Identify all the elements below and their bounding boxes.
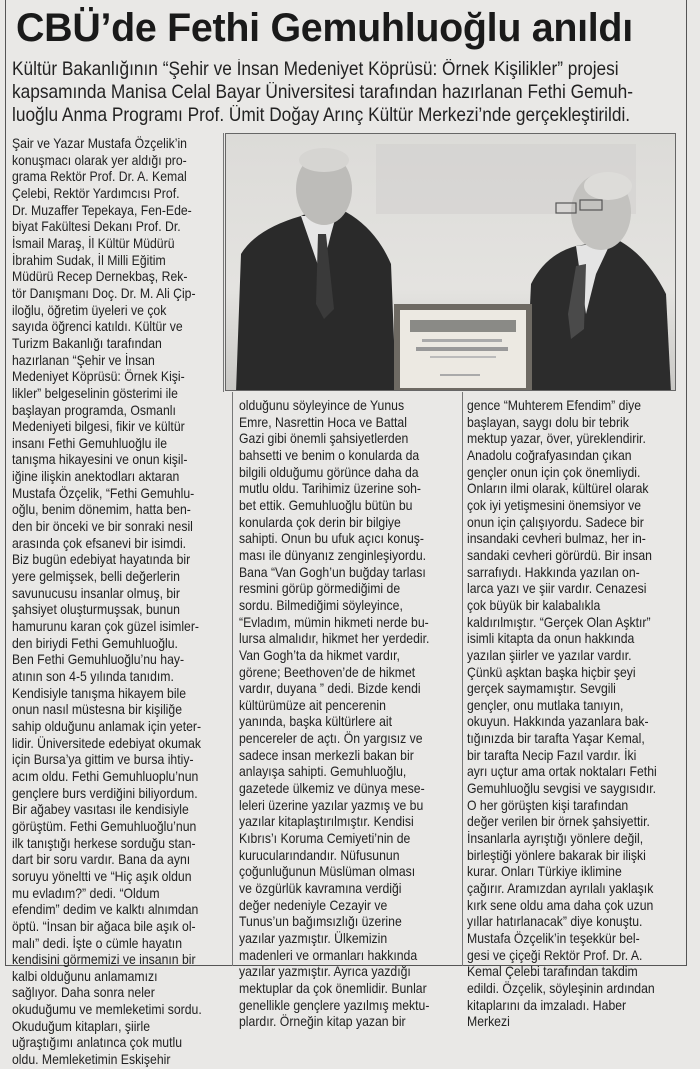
article-column-3 bbox=[467, 398, 689, 1031]
column-line: Müdürü Recep Dernekbaş, Rek- bbox=[12, 269, 188, 285]
column-line: anlayışa sahipti. Gemuhluoğlu, bbox=[239, 764, 407, 780]
column-line: malı” dedi. İşte o cümle hayatın bbox=[12, 935, 183, 951]
column-rule bbox=[462, 392, 463, 966]
column-line: yazılar kitaplaştırılmıştır. Kendisi bbox=[239, 814, 414, 830]
column-line: uğraştığımı anlatınca çok mutlu bbox=[12, 1035, 183, 1051]
column-line: ve özgürlük kavramına verdiği bbox=[239, 881, 402, 897]
column-rule bbox=[232, 392, 233, 966]
column-line: Bana “Van Gogh’un buğday tarlası bbox=[239, 564, 426, 580]
column-line: gesi ve çiçeği Rektör Prof. Dr. A. bbox=[467, 947, 643, 963]
headline: CBÜ’de Fethi Gemuhluoğlu anıldı bbox=[16, 6, 633, 50]
column-line: gence “Muhterem Efendim” diye bbox=[467, 398, 642, 413]
column-line: çağırır. Aramızdan ayrılalı yaklaşık bbox=[467, 881, 654, 897]
column-line: iğine ilişkin anektodları aktaran bbox=[12, 469, 180, 485]
column-line: konuşmacı olarak yer aldığı pro- bbox=[12, 152, 187, 168]
column-line: çok iyi yetişmesini önemsiyor ve bbox=[467, 497, 642, 513]
column-line: Dr. Muzaffer Tepekaya, Fen-Ede- bbox=[12, 202, 192, 218]
column-line: kalbi olduğunu anlamamızı bbox=[12, 968, 158, 984]
column-line: yazılan şiirler ve yazılar vardır. bbox=[467, 647, 632, 663]
column-line: efendim” dedim ve kalktı alnımdan bbox=[12, 902, 199, 918]
column-line: ayrı uçtur ama ortak noktaları Fethi bbox=[467, 764, 657, 780]
column-line: kendisini görmemizi ve insanın bir bbox=[12, 952, 196, 968]
column-line: leleri üzerine yazılar yazmış ve bu bbox=[239, 797, 424, 813]
column-line: iloğlu, öğretim üyeleri ve çok bbox=[12, 302, 167, 318]
column-line: gençler onun için çok önemliydi. bbox=[467, 464, 641, 480]
column-line: O her görüşten kişi tarafından bbox=[467, 797, 629, 813]
article-photo bbox=[225, 133, 676, 391]
column-line: Onların ilmi olarak, kültürel olarak bbox=[467, 481, 649, 497]
column-line: kurar. Onları Türkiye iklimine bbox=[467, 864, 622, 880]
column-line: öptü. “İnsan bir ağaca bile aşık ol- bbox=[12, 918, 196, 934]
column-line: başlayan programda, Osmanlı bbox=[12, 402, 176, 418]
column-line: mutlu oldu. Tarihimiz üzerine soh- bbox=[239, 481, 422, 497]
column-line: genellikle gençlere yazılmış mektu- bbox=[239, 997, 430, 1013]
column-line: konularda çok derin bir bilgiye bbox=[239, 514, 401, 530]
column-line: yazılar yazmıştır. Ayrıca yazdığı bbox=[239, 964, 411, 980]
column-line: tanışma hikayesini ve onun kişil- bbox=[12, 452, 188, 468]
article-column-1 bbox=[12, 136, 224, 1069]
column-line: Van Gogh’ta da hikmet vardır, bbox=[239, 647, 400, 663]
column-line: Mustafa Özçelik, “Fethi Gemuhlu- bbox=[12, 485, 195, 501]
column-line: Kemal Çelebi tarafından takdim bbox=[467, 964, 638, 980]
column-line: Gazi gibi önemli şahsiyetlerden bbox=[239, 431, 409, 447]
lead-paragraph bbox=[12, 58, 692, 127]
column-line: görene; Beethoven’de de hikmet bbox=[239, 664, 416, 680]
column-line: bet ettik. Gemuhluoğlu bütün bu bbox=[239, 497, 413, 513]
column-line: insandaki cevheri bulmaz, her in- bbox=[467, 531, 646, 547]
column-line: bahsetti ve benim o konularda da bbox=[239, 447, 420, 463]
column-line: edildi. Özçelik, söyleşinin ardından bbox=[467, 980, 655, 996]
column-line: çoğunluğunun Müslüman olması bbox=[239, 864, 416, 880]
column-line: için Bursa’ya gittim ve bursa ihtiy- bbox=[12, 752, 194, 768]
column-line: sadece insan merkezli bakan bir bbox=[239, 747, 414, 763]
article-column-2 bbox=[239, 398, 461, 1031]
column-line: hazırlanan “Şehir ve İnsan bbox=[12, 352, 155, 368]
column-line: kaldırılmıştır. “Gerçek Olan Aşktır” bbox=[467, 614, 651, 630]
column-line: mektuplar da çok önemlidir. Bunlar bbox=[239, 980, 427, 996]
column-line: Kıbrıs’ı Koruma Cemiyeti’nin de bbox=[239, 831, 411, 847]
column-line: grama Rektör Prof. Dr. A. Kemal bbox=[12, 169, 187, 185]
column-line: değer verilen bir örnek şahsiyettir. bbox=[467, 814, 650, 830]
photo-ceremony-icon bbox=[226, 134, 676, 391]
column-line: İsmail Maraş, İl Kültür Müdürü bbox=[12, 235, 175, 251]
column-line: kırk sene oldu ama daha çok uzun bbox=[467, 897, 654, 913]
column-line: sahip olduğunu anlamak için yeter- bbox=[12, 718, 202, 734]
column-line: den bir önceki ve bir sonraki nesil bbox=[12, 519, 193, 535]
column-line: Okuduğum kitapları, şiirle bbox=[12, 1018, 151, 1034]
column-line: likler” belgeselinin gösterimi ile bbox=[12, 385, 178, 401]
column-line: lursa almalıdır, hikmet her yerdedir. bbox=[239, 631, 430, 647]
column-line: kültürümüze ait pencerenin bbox=[239, 697, 386, 713]
column-line: onun nasıl müstesna bir kişiliğe bbox=[12, 702, 183, 718]
column-line: Çelebi, Rektör Yardımcısı Prof. bbox=[12, 185, 180, 201]
column-line: dart bir soru vardır. Bana da aynı bbox=[12, 852, 191, 868]
column-line: yanında, başka kültürlere ait bbox=[239, 714, 393, 730]
column-line: atının son 4-5 yılında tanıdım. bbox=[12, 669, 174, 684]
column-line: acım oldu. Fethi Gemuhluoplu’nun bbox=[12, 768, 199, 784]
column-line: Bir ağabey vasıtası ile kendisiyle bbox=[12, 802, 189, 818]
column-line: gazetede ülkemiz ve dünya mese- bbox=[239, 781, 425, 797]
column-line: birleştiği yönlere bakarak bir ilişki bbox=[467, 847, 646, 863]
column-line: pencereler de açtı. Ön yargısız ve bbox=[239, 731, 423, 747]
column-line: madenleri ve ormanları hakkında bbox=[239, 947, 418, 963]
column-line: yıllar hatırlanacak” diye konuştu. bbox=[467, 914, 643, 930]
column-line: gençlere burs verdiğini biliyordum. bbox=[12, 785, 198, 801]
column-line: Şair ve Yazar Mustafa Özçelik’in bbox=[12, 136, 187, 151]
column-line: Biz bugün edebiyat hayatında bir bbox=[12, 552, 191, 568]
column-line: Kendisiyle tanışma hikayem bile bbox=[12, 685, 187, 701]
column-line: resmini görüp görmediğimi de bbox=[239, 581, 401, 597]
column-line: Mustafa Özçelik’in teşekkür bel- bbox=[467, 931, 640, 946]
column-line: İnsanlarla ayrıştığı yönlere değil, bbox=[467, 831, 644, 847]
column-line: insanı Fethi Gemuhluoğlu ile bbox=[12, 435, 168, 451]
column-line: “Evladım, mümin hikmeti nerde bu- bbox=[239, 614, 429, 630]
column-line: mu evladım?” dedi. “Oldum bbox=[12, 885, 160, 901]
lead-line: luoğlu Anma Programı Prof. Ümit Doğay Arınç Kültür Merkezi’nde gerçekleştirildi. bbox=[12, 105, 631, 126]
column-line: ilk tanıştığı herkese sorduğu stan- bbox=[12, 835, 196, 851]
column-line: İbrahim Sudak, İl Milli Eğitim bbox=[12, 252, 166, 268]
column-line: bir tarafta Necip Fazıl vardır. İki bbox=[467, 747, 637, 763]
column-line: başlayan, saygı dolu bir tebrik bbox=[467, 414, 629, 430]
column-line: mektup yazar, över, yüreklendirir. bbox=[467, 431, 646, 447]
column-line: sağlıyor. Daha sonra neler bbox=[12, 985, 155, 1001]
column-line: vardır, duyana ” dedi. Bizde kendi bbox=[239, 681, 421, 697]
column-line: savunucusu insanlar olmuş, bir bbox=[12, 585, 180, 601]
column-line: ması ile dünyanız zenginleşiyordu. bbox=[239, 547, 427, 563]
column-line: Gemuhluoğlu sevgisi ve saygısıdır. bbox=[467, 781, 657, 797]
column-line: sayıda öğrenci katıldı. Kültür ve bbox=[12, 319, 183, 335]
column-line: arasında çok efsanevi bir isimdi. bbox=[12, 535, 187, 551]
column-line: onun için çalışıyordu. Sadece bir bbox=[467, 514, 644, 530]
column-line: hamurunu karan çok güzel isimler- bbox=[12, 619, 200, 635]
column-line: yere gelmişsek, belli değerlerin bbox=[12, 569, 180, 585]
column-line: oldu. Memleketimin Eskişehir bbox=[12, 1052, 171, 1068]
column-line: den biriydi Fethi Gemuhluoğlu. bbox=[12, 635, 178, 651]
column-line: soruyu yöneltti ve “Hiç aşık oldun bbox=[12, 868, 192, 884]
column-line: Ben Fethi Gemuhluoğlu’nu hay- bbox=[12, 652, 185, 668]
column-line: sarrafıydı. Hakkında yazılan on- bbox=[467, 564, 640, 580]
column-line: sandaki cevheri görürdü. Bir insan bbox=[467, 547, 652, 563]
column-line: sordu. Bilmediğimi söyleyince, bbox=[239, 597, 403, 613]
column-line: bilgili olduğumu görünce daha da bbox=[239, 464, 419, 480]
column-line: tığınızda bir tarafta Yaşar Kemal, bbox=[467, 731, 645, 747]
column-line: tör Danışmanı Doç. Dr. M. Ali Çip- bbox=[12, 285, 196, 301]
lead-line: kapsamında Manisa Celal Bayar Üniversitesi tarafından hazırlanan Fethi Gemuh- bbox=[12, 82, 634, 103]
column-line: okuyun. Hakkında yazanlara bak- bbox=[467, 714, 649, 730]
column-line: kurucularındandır. Nüfusunun bbox=[239, 847, 400, 863]
column-line: çok büyük bir kalabalıkla bbox=[467, 597, 601, 613]
column-line: okuduğumu ve memleketimi sordu. bbox=[12, 1002, 202, 1018]
column-line: değer nedeniyle Cezayir ve bbox=[239, 897, 388, 913]
column-line: gerçek saymamıştır. Sevgili bbox=[467, 681, 616, 697]
column-line: isimli kitapta da onun hakkında bbox=[467, 631, 635, 647]
column-line: Medeniyeti bilgesi, fikir ve kültür bbox=[12, 419, 185, 435]
column-line: Tunus’un bağımsızlığı üzerine bbox=[239, 914, 402, 930]
column-line: Merkezi bbox=[467, 1014, 510, 1030]
column-line: Turizm Bakanlığı tarafından bbox=[12, 335, 162, 351]
column-line: gençler, onu mutlaka tanıyın, bbox=[467, 697, 624, 713]
column-line: sahipti. Onun bu ufuk açıcı konuş- bbox=[239, 531, 424, 547]
column-line: Medeniyet Köprüsü: Örnek Kişi- bbox=[12, 369, 185, 385]
column-line: oğlu, benim dönemim, hatta ben- bbox=[12, 502, 191, 518]
column-line: lidir. Üniversitede edebiyat okumak bbox=[12, 735, 202, 751]
column-line: görüştüm. Fethi Gemuhluoğlu’nun bbox=[12, 818, 197, 834]
column-line: şahsiyet oluşturmuşsak, bunun bbox=[12, 602, 180, 618]
column-line: Çünkü aşktan başka hiçbir şeyi bbox=[467, 664, 636, 680]
column-line: plardır. Örneğin kitap yazan bir bbox=[239, 1014, 406, 1030]
column-line: larca yazı ve şiir vardır. Cenazesi bbox=[467, 581, 647, 597]
column-line: Anadolu coğrafyasından çıkan bbox=[467, 447, 632, 463]
column-line: kitaplarını da imzaladı. Haber bbox=[467, 997, 627, 1013]
column-line: yazılar yazmıştır. Ülkemizin bbox=[239, 931, 388, 946]
column-line: olduğunu söyleyince de Yunus bbox=[239, 398, 405, 413]
lead-line: Kültür Bakanlığının “Şehir ve İnsan Medeniyet Köprüsü: Örnek Kişilikler” projesi bbox=[12, 59, 619, 80]
column-line: Emre, Nasrettin Hoca ve Battal bbox=[239, 414, 407, 430]
column-line: biyat Fakültesi Dekanı Prof. Dr. bbox=[12, 219, 181, 235]
